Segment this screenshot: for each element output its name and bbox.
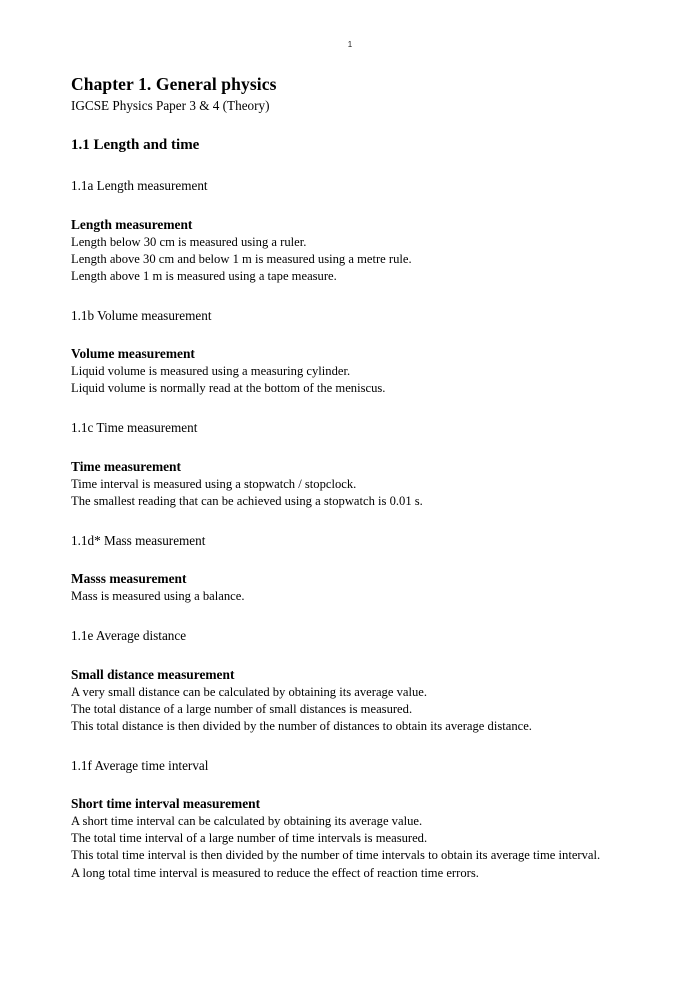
subsection-1-1b	[71, 307, 627, 398]
body-line: Mass is measured using a balance.	[71, 589, 245, 604]
block-heading: Time measurement	[71, 458, 181, 474]
body-line: The total time interval of a large number of time intervals is measured.	[71, 831, 428, 846]
block-heading: Volume measurement	[71, 346, 195, 362]
body-line: Liquid volume is measured using a measuring cylinder.	[71, 364, 351, 379]
subsection-label: 1.1b Volume measurement	[71, 307, 212, 323]
body-line: The smallest reading that can be achieved using a stopwatch is 0.01 s.	[71, 493, 423, 508]
body-line: A very small distance can be calculated by obtaining its average value.	[71, 684, 427, 699]
block-heading: Masss measurement	[71, 571, 187, 587]
subsection-1-1f	[71, 757, 627, 882]
body-line: The total distance of a large number of small distances is measured.	[71, 701, 413, 716]
block-heading: Length measurement	[71, 216, 193, 232]
subsection-label: 1.1c Time measurement	[71, 420, 198, 436]
body-line: A long total time interval is measured to reduce the effect of reaction time errors.	[71, 865, 479, 880]
subsection-1-1c	[71, 419, 627, 510]
body-line: Length above 30 cm and below 1 m is measured using a metre rule.	[71, 251, 412, 266]
subsection-label: 1.1d* Mass measurement	[71, 532, 206, 548]
body-line: This total distance is then divided by the number of distances to obtain its average distance.	[71, 718, 532, 733]
chapter-title: Chapter 1. General physics	[71, 74, 277, 94]
subsection-1-1e	[71, 627, 627, 735]
subsection-label: 1.1f Average time interval	[71, 757, 209, 773]
subsection-1-1d	[71, 532, 627, 605]
chapter-subtitle: IGCSE Physics Paper 3 & 4 (Theory)	[71, 97, 270, 113]
section-heading: 1.1 Length and time	[71, 136, 200, 153]
document-content	[71, 74, 627, 882]
body-line: Length above 1 m is measured using a tape measure.	[71, 268, 337, 283]
body-line: This total time interval is then divided by the number of time intervals to obtain its average time interval.	[71, 848, 601, 863]
subsection-label: 1.1e Average distance	[71, 628, 187, 644]
body-line: Liquid volume is normally read at the bottom of the meniscus.	[71, 381, 386, 396]
subsection-label: 1.1a Length measurement	[71, 178, 208, 194]
body-line: A short time interval can be calculated by obtaining its average value.	[71, 814, 423, 829]
block-heading: Short time interval measurement	[71, 796, 261, 812]
block-heading: Small distance measurement	[71, 666, 235, 682]
page-number: 1	[347, 40, 353, 49]
body-line: Time interval is measured using a stopwatch / stopclock.	[71, 476, 357, 491]
subsection-1-1a	[71, 177, 627, 285]
body-line: Length below 30 cm is measured using a ruler.	[71, 234, 307, 249]
